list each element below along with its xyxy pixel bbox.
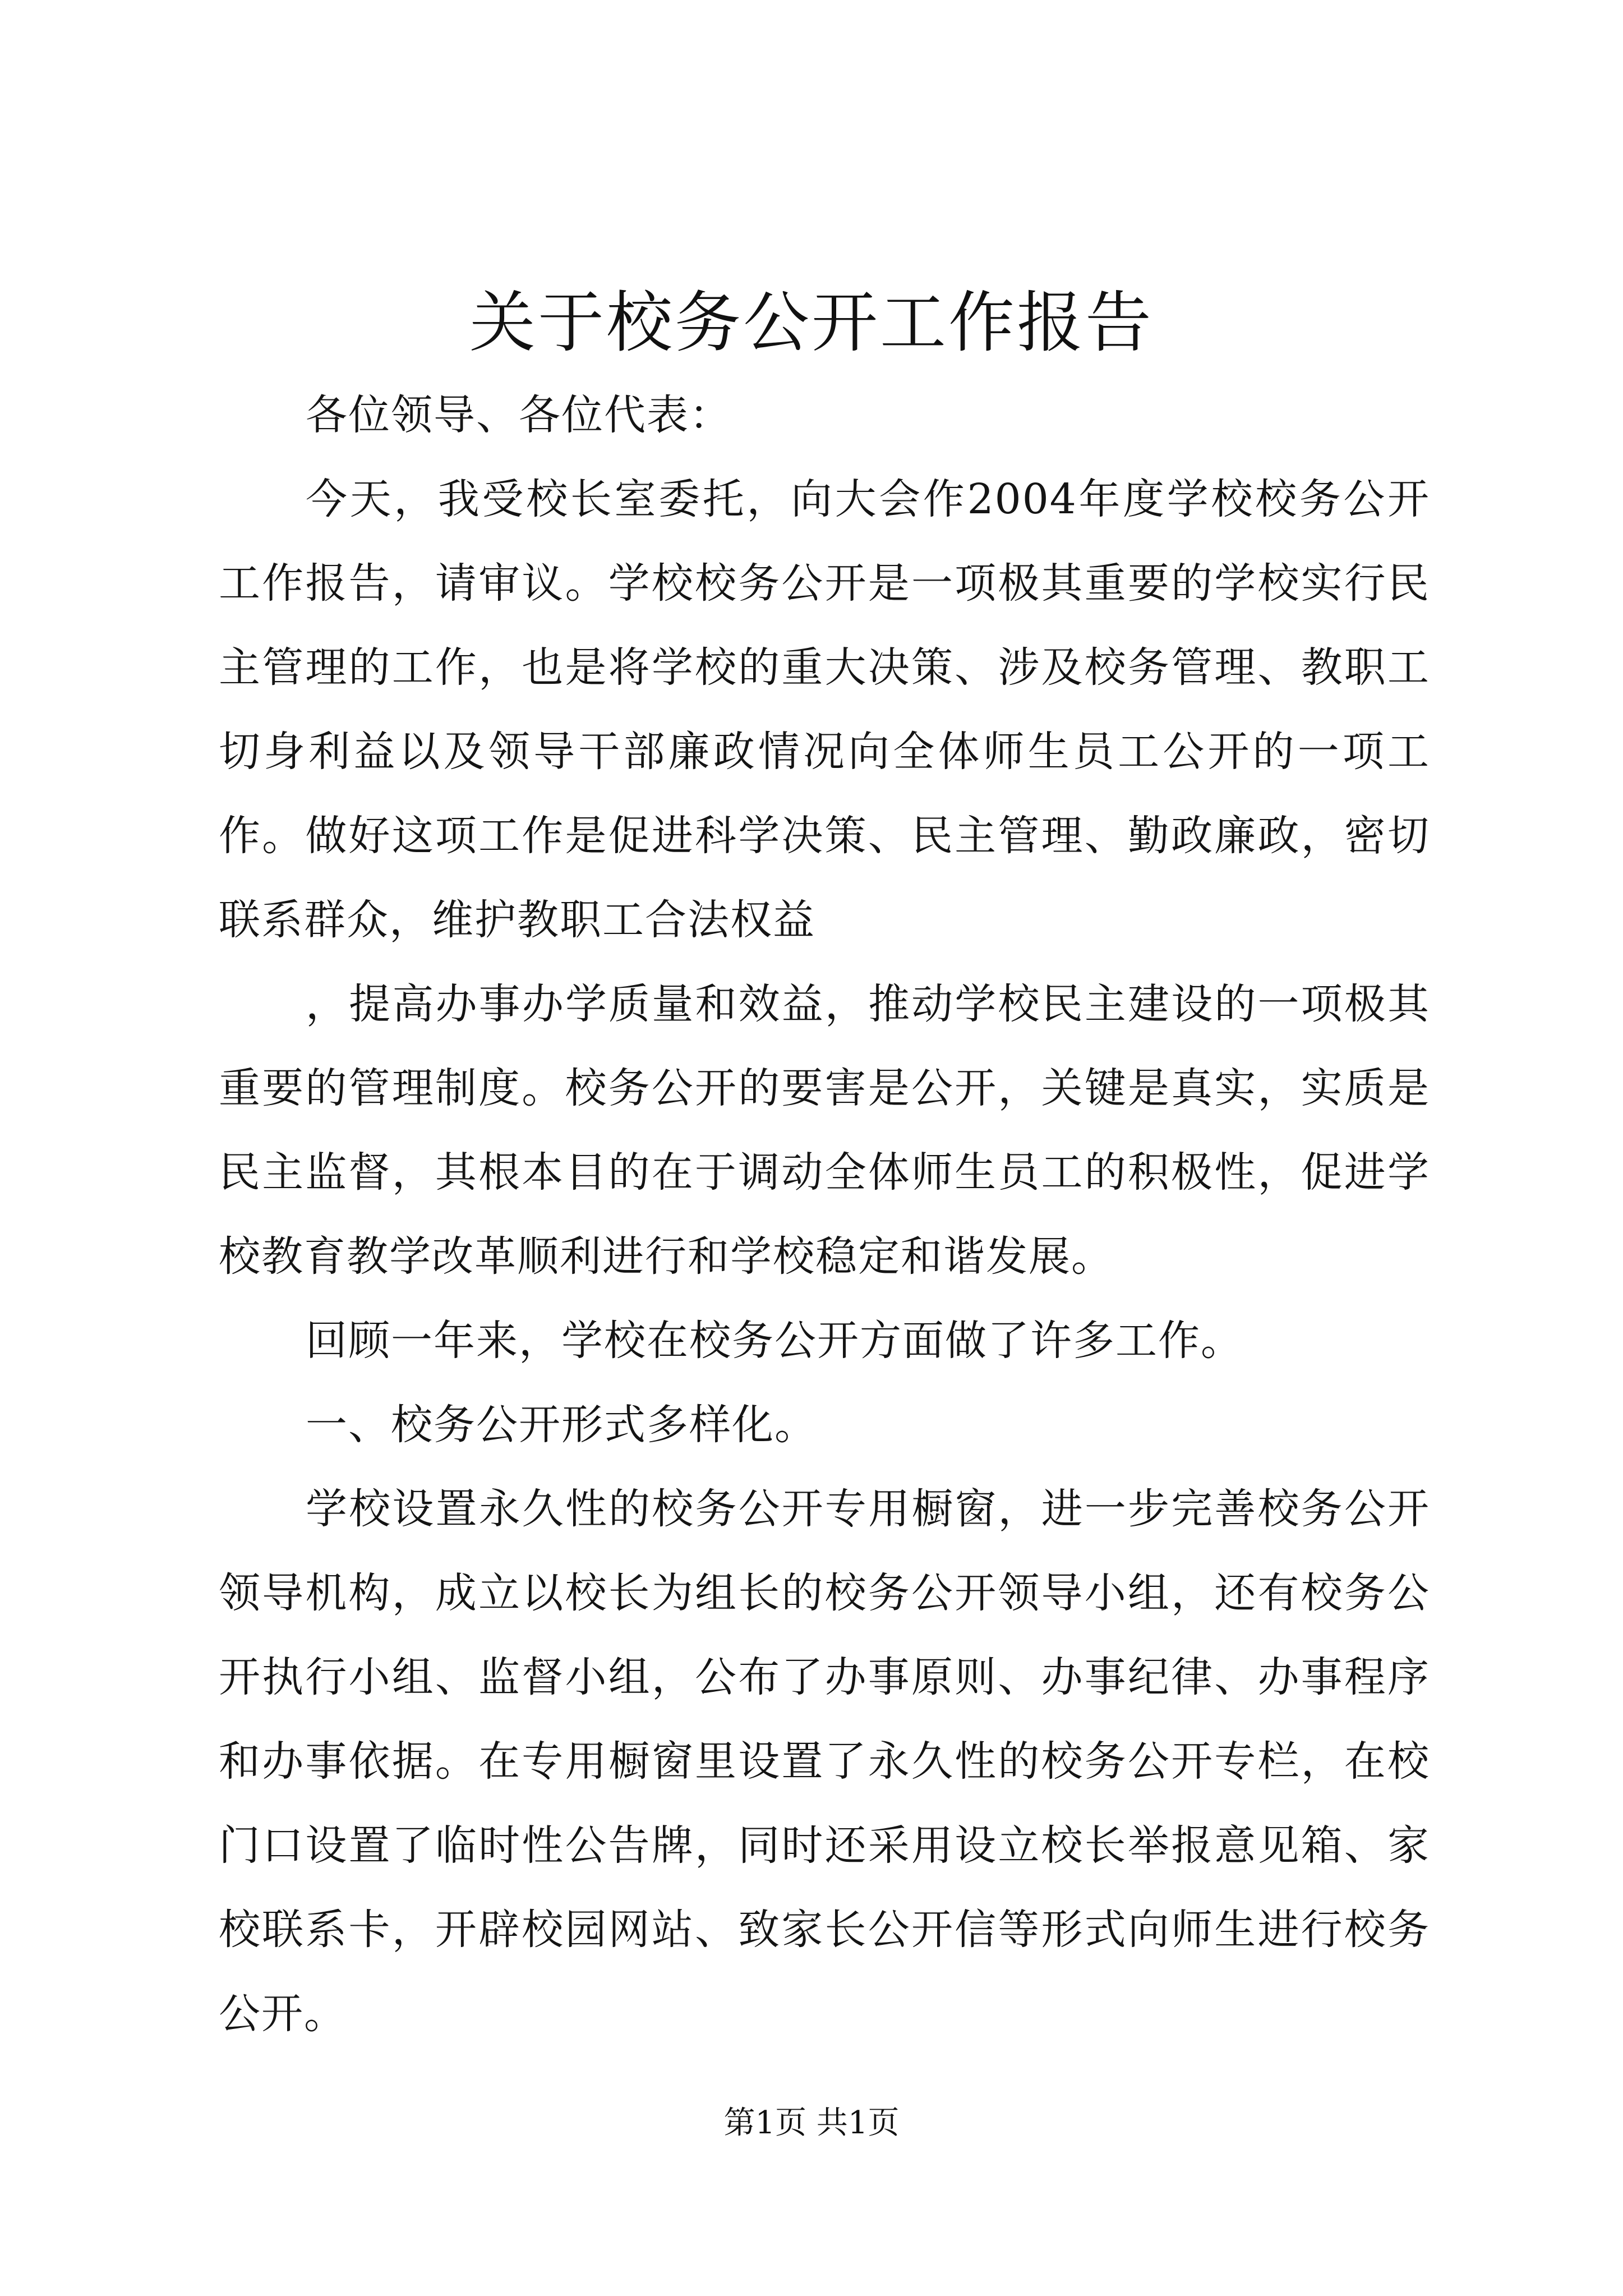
body-paragraph: 学校设置永久性的校务公开专用橱窗，进一步完善校务公开领导机构，成立以校长为组长的校务公开领导小组，还有校务公开执行小组、监督小组，公布了办事原则、办事纪律、办事程序和办事依据。在专用橱窗里设置了永久性的校务公开专栏，在校门口设置了临时性公告牌，同时还采用设立校长举报意见箱、家校联系卡，开辟校园网站、致家长公开信等形式向师生进行校务公开。 <box>219 1485 1430 2038</box>
document-body <box>219 373 1430 2056</box>
salutation-paragraph: 各位领导、各位代表： <box>306 391 732 439</box>
body-paragraph: 回顾一年来，学校在校务公开方面做了许多工作。 <box>306 1317 1243 1365</box>
body-paragraph: ，提高办事办学质量和效益，推动学校民主建设的一项极其重要的管理制度。校务公开的要害是公开，关键是真实，实质是民主监督，其根本目的在于调动全体师生员工的积极性，促进学校教育教学改革顺利进行和学校稳定和谐发展。 <box>219 980 1430 1281</box>
document-title: 关于校务公开工作报告 <box>469 284 1154 361</box>
section-heading: 一、校务公开形式多样化。 <box>306 1401 817 1449</box>
page-footer: 第1页 共1页 <box>723 2105 900 2141</box>
body-paragraph: 今天，我受校长室委托，向大会作2004年度学校校务公开工作报告，请审议。学校校务公开是一项极其重要的学校实行民主管理的工作，也是将学校的重大决策、涉及校务管理、教职工切身利益以及领导干部廉政情况向全体师生员工公开的一项工作。做好这项工作是促进科学决策、民主管理、勤政廉政，密切联系群众，维护教职工合法权益 <box>219 475 1430 944</box>
